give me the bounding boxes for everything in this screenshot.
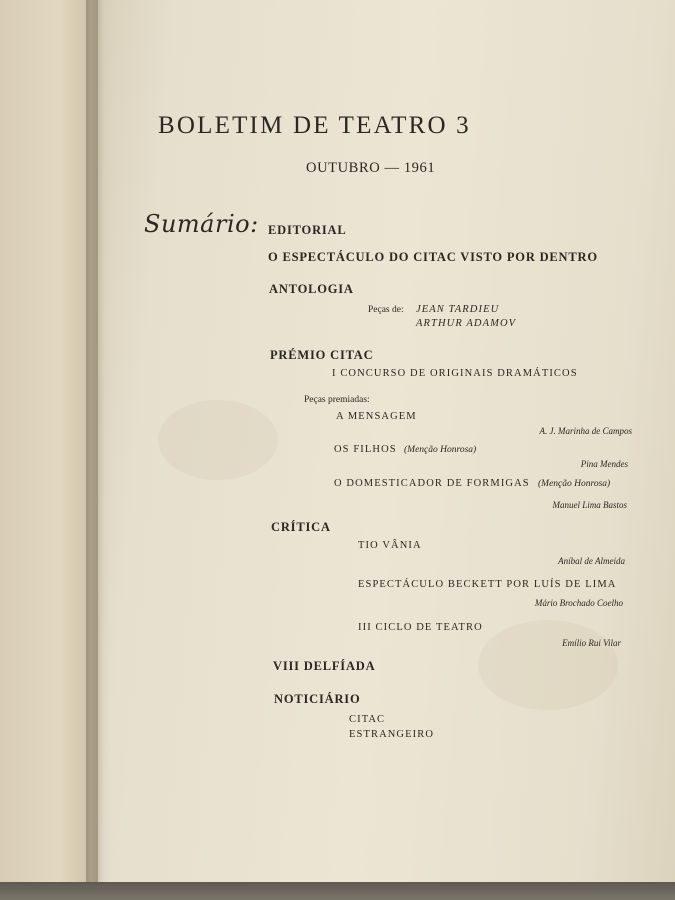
- premio-item-title: OS FILHOS: [334, 444, 397, 455]
- premio-item-author: A. J. Marinha de Campos: [539, 426, 632, 436]
- critica-item-title: III CICLO DE TEATRO: [358, 622, 483, 633]
- toc-noticiario: NOTICIÁRIO: [274, 692, 361, 706]
- previous-page-edge: [0, 0, 98, 900]
- critica-item-author: Aníbal de Almeida: [558, 556, 625, 566]
- summary-label: Sumário:: [144, 210, 259, 238]
- paper-stain: [158, 400, 278, 480]
- premio-item-author: Pina Mendes: [580, 459, 628, 469]
- critica-item-title: TIO VÂNIA: [358, 540, 422, 551]
- premio-item-title: O DOMESTICADOR DE FORMIGAS: [334, 478, 530, 489]
- critica-item-author: Mário Brochado Coelho: [534, 598, 623, 608]
- bottom-edge: [0, 882, 675, 900]
- noticiario-item: CITAC: [349, 714, 386, 725]
- premio-premiadas-label: Peças premiadas:: [304, 395, 370, 405]
- noticiario-item: ESTRANGEIRO: [349, 729, 435, 740]
- premio-concurso: I CONCURSO DE ORIGINAIS DRAMÁTICOS: [332, 368, 578, 379]
- book-gutter: [86, 0, 112, 900]
- page-title: BOLETIM DE TEATRO 3: [158, 112, 471, 139]
- premio-item-note: (Menção Honrosa): [538, 479, 611, 489]
- critica-item-title: ESPECTÁCULO BECKETT POR LUÍS DE LIMA: [358, 579, 617, 590]
- toc-espectaculo: O ESPECTÁCULO DO CITAC VISTO POR DENTRO: [268, 250, 598, 264]
- premio-item-note: (Menção Honrosa): [404, 445, 477, 455]
- paper-stain: [478, 620, 618, 710]
- issue-date: OUTUBRO — 1961: [306, 160, 436, 176]
- antologia-author: ARTHUR ADAMOV: [416, 318, 517, 329]
- critica-item-author: Emílio Rui Vilar: [562, 638, 621, 648]
- toc-antologia: ANTOLOGIA: [269, 282, 354, 296]
- premio-item-title: A MENSAGEM: [336, 411, 417, 422]
- premio-item-author: Manuel Lima Bastos: [552, 500, 627, 510]
- toc-premio: PRÉMIO CITAC: [270, 348, 374, 362]
- toc-delfiada: VIII DELFÍADA: [273, 659, 376, 673]
- antologia-author: JEAN TARDIEU: [416, 304, 500, 315]
- toc-critica: CRÍTICA: [271, 520, 331, 534]
- toc-editorial: EDITORIAL: [268, 223, 347, 237]
- antologia-pecas-de: Peças de:: [368, 305, 404, 315]
